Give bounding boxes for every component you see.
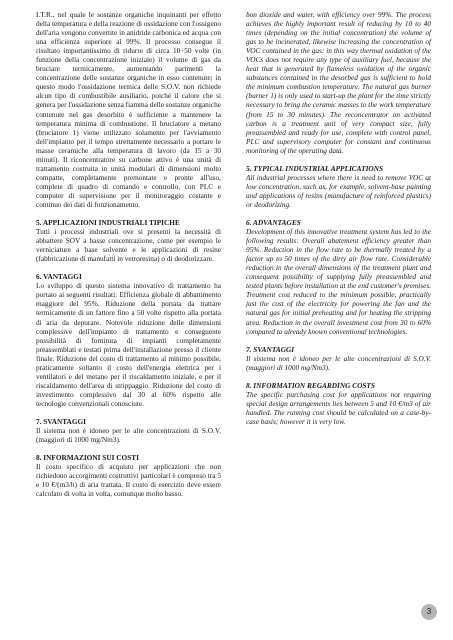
left-column-italian bbox=[36, 10, 221, 498]
paragraph-advantages: Lo sviluppo di questo sistema innovativo di trattamento ha portato ai seguenti risultati: Efficienza globale di abbattimento maggiore del 95%. Riduzione della portata da trattare termicamente di un fattore fino a 50 volte rispetto alla portata di aria da depurare. Notevole riduzione delle dimensioni complessive dell'impianto di trattamento e conseguente possibilità di fornitura di impianti completamente preassemblati e testati prima dell'installazione presso il cliente finale. Riduzione del costo di trattamento al minimo possibile, praticamente soltanto il costo dell'energia elettrica per i ventilatori e del metano per il riscaldamento iniziale, e per il riscaldamento dell'area di strippaggio. Riduzione del costo di investimento complessivo dal 30 al 60% rispetto alle tecnologie convenzionali conosciute. bbox=[36, 281, 221, 408]
heading-costs: 8. INFORMAZIONI SUI COSTI bbox=[36, 453, 139, 463]
paragraph-costs: The specific purchasing cost for applications not requiring special design arrangements lies between 5 and 10 €/m3 of air handled. The running cost should be calculated on a case-by-case basis; however it is very low. bbox=[246, 389, 431, 426]
paragraph-disadvantages: Il sistema non è idoneo per le alte concentrazioni di S.O.V. (maggiori di 1000 mg/Nm3). bbox=[36, 426, 221, 445]
heading-applications: 5. APPLICAZIONI INDUSTRIALI TIPICHE bbox=[36, 218, 180, 228]
paragraph-advantages: Development of this innovative treatment system has led to the following results: Overall abatement efficiency greater than 95%. Reduction in the flow rate to be thermally treated by a factor up to 50 times of the dirty air flow rate. Considerable reduction in the overall dimensions of the treatment plant and consequent possibility of supplying fully preassembled and tested plants before installation at the end customer's premises. Treatment cost reduced to the minimum possible, practically just the cost of the electricity for powering the fan and the natural gas for initial preheating and for heating the stripping area. Reduction in the overall investment cost from 30 to 60% compared to already known conventional technologies. bbox=[246, 227, 431, 336]
heading-costs: 8. INFORMATION REGARDING COSTS bbox=[246, 380, 375, 390]
right-column-english bbox=[246, 10, 431, 426]
heading-advantages: 6. ADVANTAGES bbox=[246, 217, 301, 227]
paragraph-process-description: bon dioxide and water, with efficiency over 99%. The process achieves the highly important result of reducing by 10 to 40 times (depending on the initial concentration) the volume of gas to be incinerated, likewise increasing the concentration of VOC contained in the gas: in this way thermal oxidation of the VOCs does not require any type of auxiliary fuel, because the heat that is generated by flameless oxidation of the organic substances contained in the desorbed gas is sufficient to hold the minimum combustion temperature. The natural gas burner (burner 1) is only used to start-up the plant for the time strictly necessary to bring the ceramic masses to the work temperature (from 15 to 30 minutes). The reconcentrator on activated carbon is a treatment unit of very compact size, fully preassembled and ready for use, complete with control panel, PLC and supervisory computer for constant and continuous monitoring of the operating data. bbox=[246, 10, 431, 155]
paragraph-disadvantages: Il sistema non è idoneo per le alte concentrazioni di S.O.V. (maggiori di 1000 mg/Nm3). bbox=[246, 353, 431, 372]
paragraph-applications: All industrial processes where there is need to remove VOC at low concentration, such as, for example, solvent-base painting and applications of resins (manufacture of reinforced plastics) or deodorizing. bbox=[246, 172, 431, 209]
paragraph-process-description: I.T.R., nel quale le sostanze organiche inquinanti per effetto della temperatura e della reazione di ossidazione con l'ossigeno dell'aria vengono convertite in anidride carbonica ed acqua con una efficienza superiore al 99%. Il processo consegue il risultato importantissimo di ridurre di circa 10÷50 volte (in funzione della concentrazione iniziale) il volume di gas da bruciare termicamente, aumentando parimenti la concentrazione delle sostanze organiche in esso contenute; in questo modo l'ossidazione termica delle S.O.V. non richiede alcun tipo di combustibile ausiliario, poiché il calore che si genera per l'ossidazione senza fiamma delle sostanze organiche contenute nel gas desorbito è sufficiente a mantenere la temperatura minima di combustione. Il bruciatore a metano (bruciatore 1) viene utilizzato solamente per l'avviamento dell'impianto per il tempo strettamente necessario a portare le masse ceramiche alla temperatura di lavoro (da 15 a 30 minuti). Il riconcentratore su carbone attivo è una unità di trattamento costruita in unità modulari di dimensioni molto compatte, completamente premontate e pronte all'uso, complete di quadro di comando e controllo, con PLC e computer di supervisione per il monitoraggio costante e continuo dei dati di funzionamento. bbox=[36, 10, 221, 209]
heading-applications: 5. TYPICAL INDUSTRIAL APPLICATIONS bbox=[246, 163, 384, 173]
paragraph-costs: Il costo specifico di acquisto per applicazioni che non richiedono accorgimenti costruttivi particolari è compreso tra 5 e 10 €/(m3/h) di aria trattata. Il costo di esercizio deve essere calcolato di volta in volta, comunque molto basso. bbox=[36, 462, 221, 499]
heading-advantages: 6. VANTAGGI bbox=[36, 272, 82, 282]
heading-disadvantages: 7. SVANTAGGI bbox=[246, 344, 295, 354]
page-number: 3 bbox=[421, 604, 437, 620]
heading-disadvantages: 7. SVANTAGGI bbox=[36, 416, 87, 426]
paragraph-applications: Tutti i processi industriali ove si presenti la necessità di abbattere SOV a basse concentrazione, come per esempio le verniciature a base solvente e le applicazioni di resine (fabbricazione di manufatti in vetroresina) o di deodorizzare. bbox=[36, 227, 221, 264]
